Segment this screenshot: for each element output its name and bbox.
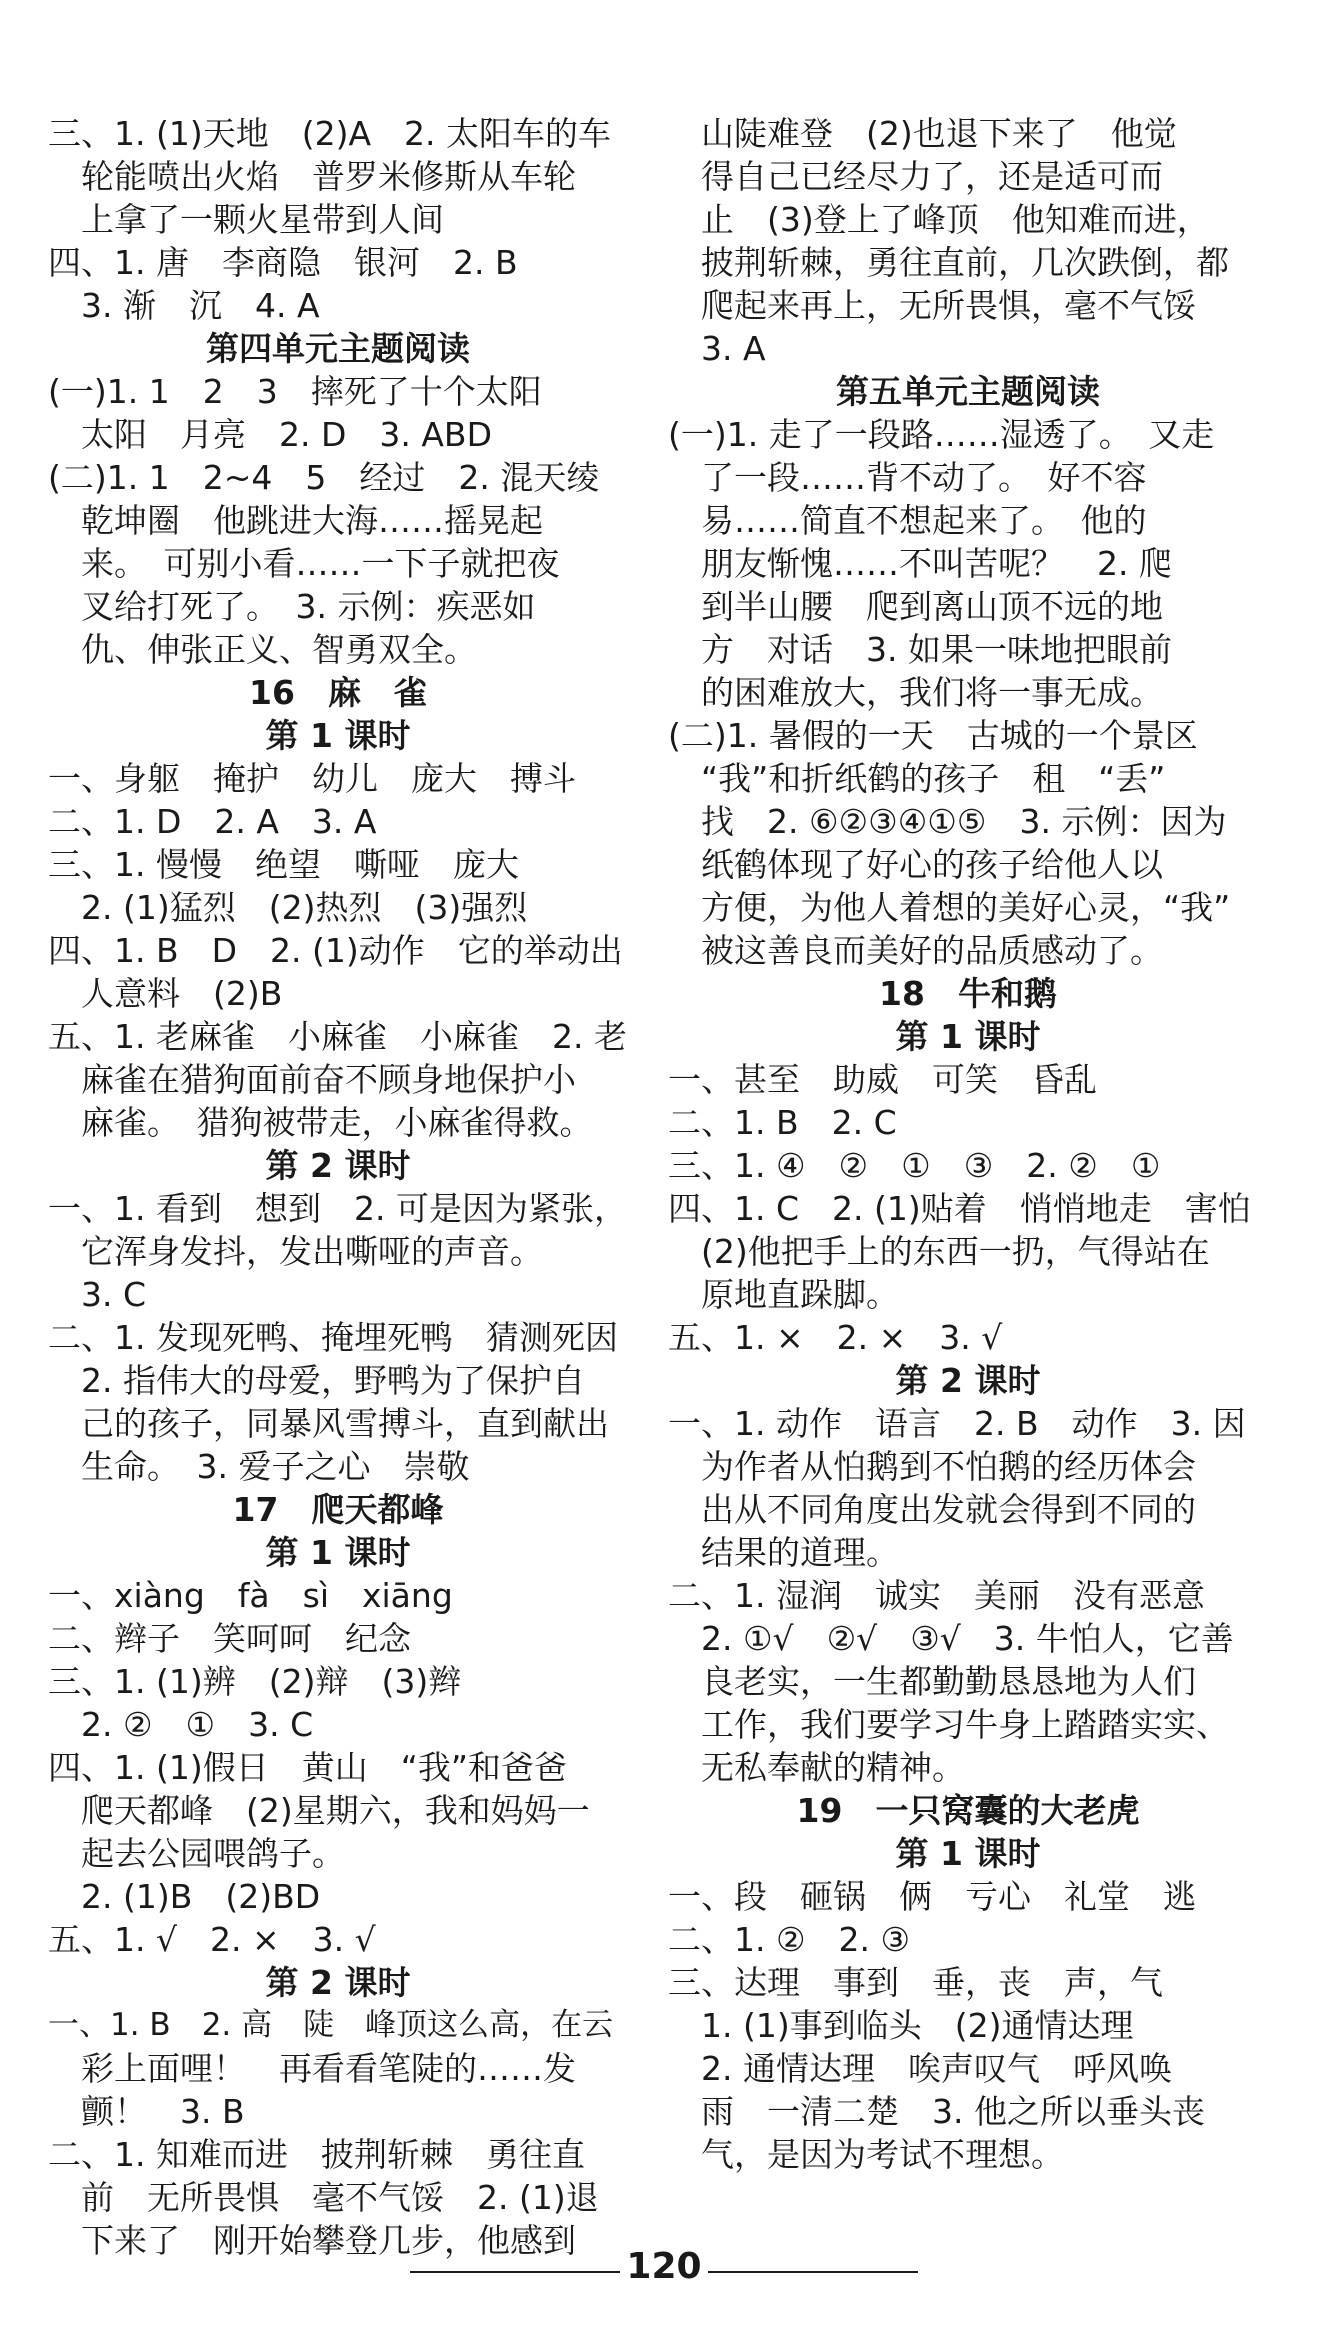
page-number — [0, 2246, 1328, 2287]
answer-line: 出从不同角度出发就会得到不同的 — [668, 1490, 1196, 1529]
answer-line: 一、甚至 助威 可笑 昏乱 — [668, 1060, 1097, 1099]
answer-line: 2. (1)猛烈 (2)热烈 (3)强烈 — [48, 888, 528, 927]
answer-line: 麻雀在猎狗面前奋不顾身地保护小 — [48, 1060, 576, 1099]
answer-line: 2. ①√ ②√ ③√ 3. 牛怕人，它善 — [668, 1619, 1234, 1658]
left-column — [48, 112, 628, 2262]
answer-line: 止 (3)登上了峰顶 他知难而进， — [668, 200, 1210, 239]
answer-line: 三、1. (1)辨 (2)辩 (3)辫 — [48, 1662, 462, 1701]
answer-line: 太阳 月亮 2. D 3. ABD — [48, 415, 492, 454]
answer-line: 二、1. D 2. A 3. A — [48, 802, 377, 841]
answer-line: 无私奉献的精神。 — [668, 1748, 965, 1787]
answer-line: 一、xiàng fà sì xiāng — [48, 1576, 453, 1615]
answer-line: (二)1. 暑假的一天 古城的一个景区 — [668, 716, 1198, 755]
answer-line: 二、1. B 2. C — [668, 1103, 897, 1142]
answer-line: 3. A — [668, 329, 766, 368]
answer-line: 四、1. 唐 李商隐 银河 2. B — [48, 243, 518, 282]
answer-line: 麻雀。 猎狗被带走，小麻雀得救。 — [48, 1103, 593, 1142]
section-heading: 19 一只窝囊的大老虎 — [796, 1791, 1140, 1830]
section-heading: 第 2 课时 — [265, 1146, 411, 1185]
answer-line: 叉给打死了。 3. 示例：疾恶如 — [48, 587, 536, 626]
section-heading: 第 2 课时 — [265, 1963, 411, 2002]
page-number-value: 120 — [620, 2246, 707, 2287]
answer-line: 找 2. ⑥②③④①⑤ 3. 示例：因为 — [668, 802, 1227, 841]
answer-line: 二、辫子 笑呵呵 纪念 — [48, 1619, 411, 1658]
answer-line: 四、1. (1)假日 黄山 “我”和爸爸 — [48, 1748, 567, 1787]
answer-line: 二、1. 知难而进 披荆斩棘 勇往直 — [48, 2135, 585, 2174]
answer-line: (2)他把手上的东西一扔，气得站在 — [668, 1232, 1210, 1271]
section-heading: 第 1 课时 — [265, 1533, 411, 1572]
answer-line: 四、1. B D 2. (1)动作 它的举动出 — [48, 931, 623, 970]
answer-line: 轮能喷出火焰 普罗米修斯从车轮 — [48, 157, 576, 196]
answer-line: 三、1. ④ ② ① ③ 2. ② ① — [668, 1146, 1161, 1185]
answer-line: 2. (1)B (2)BD — [48, 1877, 321, 1916]
answer-line: 人意料 (2)B — [48, 974, 283, 1013]
answer-line: “我”和折纸鹤的孩子 租 “丢” — [668, 759, 1166, 798]
answer-line: 纸鹤体现了好心的孩子给他人以 — [668, 845, 1163, 884]
answer-line: 了一段……背不动了。 好不容 — [668, 458, 1147, 497]
section-heading: 16 麻 雀 — [249, 673, 427, 712]
answer-line: 气，是因为考试不理想。 — [668, 2135, 1064, 2174]
answer-line: 一、1. 看到 想到 2. 可是因为紧张， — [48, 1189, 627, 1228]
answer-line: 三、达理 事到 垂，丧 声，气 — [668, 1963, 1163, 2002]
answer-line: 它浑身发抖，发出嘶哑的声音。 — [48, 1232, 543, 1271]
answer-line: 前 无所畏惧 毫不气馁 2. (1)退 — [48, 2178, 599, 2217]
answer-line: 原地直跺脚。 — [668, 1275, 899, 1314]
answer-line: 二、1. 湿润 诚实 美丽 没有恶意 — [668, 1576, 1205, 1615]
answer-line: 彩上面哩！ 再看看笔陡的……发 — [48, 2049, 576, 2088]
answer-line: 结果的道理。 — [668, 1533, 899, 1572]
answer-line: 方便，为他人着想的美好心灵，“我” — [668, 888, 1231, 927]
answer-line: 良老实，一生都勤勤恳恳地为人们 — [668, 1662, 1196, 1701]
answer-line: 2. 指伟大的母爱，野鸭为了保护自 — [48, 1361, 585, 1400]
answer-line: 五、1. 老麻雀 小麻雀 小麻雀 2. 老 — [48, 1017, 627, 1056]
answer-line: 3. 渐 沉 4. A — [48, 286, 320, 325]
answer-line: 乾坤圈 他跳进大海……摇晃起 — [48, 501, 543, 540]
answer-line: 来。 可别小看……一下子就把夜 — [48, 544, 560, 583]
section-heading: 18 牛和鹅 — [879, 974, 1057, 1013]
answer-line: 仇、伸张正义、智勇双全。 — [48, 630, 477, 669]
answer-line: 颤！ 3. B — [48, 2092, 245, 2131]
answer-line: 三、1. 慢慢 绝望 嘶哑 庞大 — [48, 845, 519, 884]
section-heading: 第 1 课时 — [895, 1834, 1041, 1873]
answer-line: 的困难放大，我们将一事无成。 — [668, 673, 1163, 712]
answer-line: 起去公园喂鸽子。 — [48, 1834, 345, 1873]
answer-line: 生命。 3. 爱子之心 崇敬 — [48, 1447, 470, 1486]
answer-line: 爬天都峰 (2)星期六，我和妈妈一 — [48, 1791, 590, 1830]
answer-line: 上拿了一颗火星带到人间 — [48, 200, 444, 239]
answer-line: 被这善良而美好的品质感动了。 — [668, 931, 1163, 970]
section-heading: 第四单元主题阅读 — [206, 329, 470, 368]
answer-line: 3. C — [48, 1275, 147, 1314]
answer-line: 爬起来再上，无所畏惧，毫不气馁 — [668, 286, 1196, 325]
answer-line: 2. 通情达理 唉声叹气 呼风唤 — [668, 2049, 1172, 2088]
answer-line: 工作，我们要学习牛身上踏踏实实、 — [668, 1705, 1229, 1744]
section-heading: 第五单元主题阅读 — [836, 372, 1100, 411]
answer-line: 披荆斩棘，勇往直前，几次跌倒，都 — [668, 243, 1229, 282]
right-column — [668, 112, 1268, 2176]
answer-line: (一)1. 1 2 3 摔死了十个太阳 — [48, 372, 542, 411]
answer-line: (一)1. 走了一段路……湿透了。 又走 — [668, 415, 1215, 454]
answer-line: 山陡难登 (2)也退下来了 他觉 — [668, 114, 1177, 153]
answer-line: 五、1. × 2. × 3. √ — [668, 1318, 1003, 1357]
answer-line: 三、1. (1)天地 (2)A 2. 太阳车的车 — [48, 114, 612, 153]
section-heading: 第 2 课时 — [895, 1361, 1041, 1400]
answer-line: 为作者从怕鹅到不怕鹅的经历体会 — [668, 1447, 1196, 1486]
answer-line: 易……简直不想起来了。 他的 — [668, 501, 1147, 540]
answer-line: 雨 一清二楚 3. 他之所以垂头丧 — [668, 2092, 1205, 2131]
answer-line: 1. (1)事到临头 (2)通情达理 — [668, 2006, 1134, 2045]
answer-line: 得自己已经尽力了，还是适可而 — [668, 157, 1163, 196]
answer-line: 一、身躯 掩护 幼儿 庞大 搏斗 — [48, 759, 576, 798]
section-heading: 第 1 课时 — [265, 716, 411, 755]
answer-line: 二、1. ② 2. ③ — [668, 1920, 911, 1959]
answer-line: 一、段 砸锅 俩 亏心 礼堂 逃 — [668, 1877, 1196, 1916]
answer-line: 一、1. 动作 语言 2. B 动作 3. 因 — [668, 1404, 1246, 1443]
answer-line: 2. ② ① 3. C — [48, 1705, 314, 1744]
answer-line: 己的孩子，同暴风雪搏斗，直到献出 — [48, 1404, 609, 1443]
answer-line: 五、1. √ 2. × 3. √ — [48, 1920, 376, 1959]
answer-line: 四、1. C 2. (1)贴着 悄悄地走 害怕 — [668, 1189, 1251, 1228]
answer-line: 下来了 刚开始攀登几步，他感到 — [48, 2221, 576, 2260]
answer-line: 朋友惭愧……不叫苦呢？ 2. 爬 — [668, 544, 1172, 583]
answer-line: 二、1. 发现死鸭、掩埋死鸭 猜测死因 — [48, 1318, 618, 1357]
answer-line: 方 对话 3. 如果一味地把眼前 — [668, 630, 1172, 669]
section-heading: 第 1 课时 — [895, 1017, 1041, 1056]
section-heading: 17 爬天都峰 — [232, 1490, 444, 1529]
answer-line: 到半山腰 爬到离山顶不远的地 — [668, 587, 1163, 626]
answer-line: (二)1. 1 2~4 5 经过 2. 混天绫 — [48, 458, 600, 497]
answer-line: 一、1. B 2. 高 陡 峰顶这么高，在云 — [48, 2007, 614, 2043]
